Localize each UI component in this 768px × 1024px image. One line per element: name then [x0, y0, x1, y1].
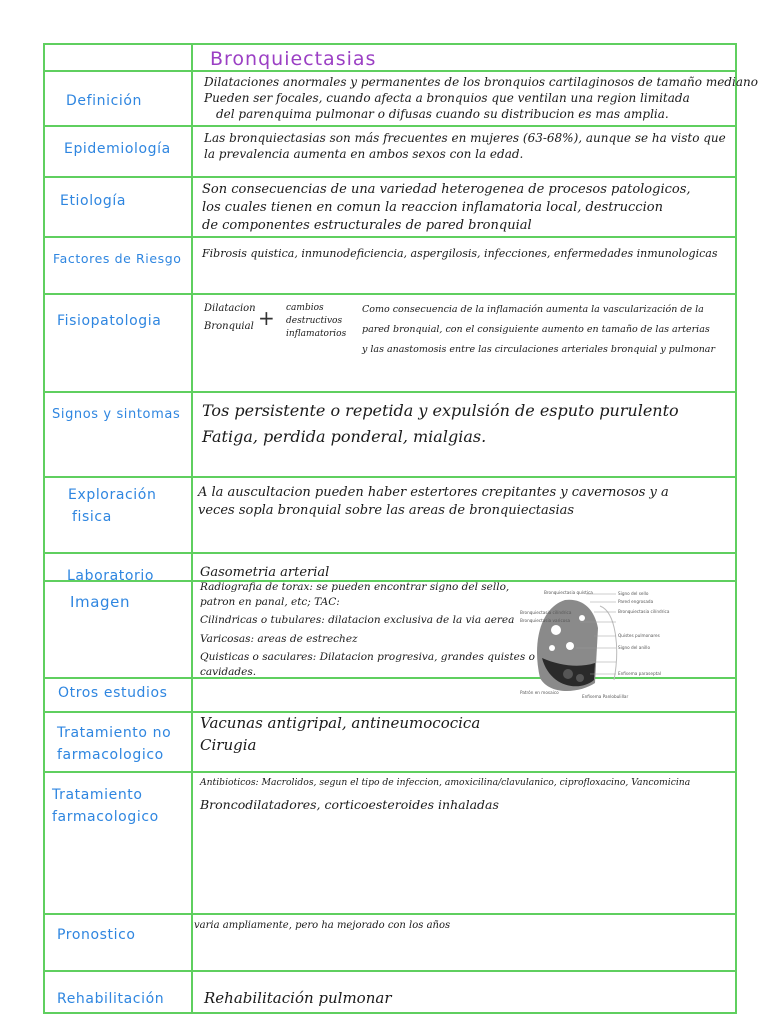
label-factores-riesgo: Factores de Riesgo	[53, 251, 182, 266]
figure-label: Enfisema Panlobulillar	[582, 694, 629, 699]
label-pronostico: Pronostico	[57, 927, 136, 943]
figure-label: Patrón en mosaico	[520, 690, 559, 695]
column-divider	[191, 43, 193, 1014]
label-epidemiologia: Epidemiología	[64, 141, 171, 157]
epidemiologia-text: Las bronquiectasias son más frecuentes en mujeres (63-68%), aunque se ha visto que la prevalencia aumenta en ambos sexos con la edad.	[204, 131, 726, 161]
label-otros-estudios: Otros estudios	[58, 685, 168, 701]
row-divider	[43, 970, 737, 972]
row-divider	[43, 70, 737, 72]
plus-sign: +	[258, 306, 275, 330]
label-exploracion-fisica: Exploración fisica	[68, 487, 157, 525]
row-divider	[43, 913, 737, 915]
bronchiectasis-diagram	[520, 588, 710, 703]
definicion-text: Dilataciones anormales y permanentes de los bronquios cartilaginosos de tamaño mediano Pueden ser focales, cuando afecta a bronquios que ventilan una region limitada del parenquima pulmonar o difusas cuando su distribucion es mas amplia.	[204, 75, 758, 121]
row-divider	[43, 125, 737, 127]
laboratorio-text: Gasometria arterial	[200, 565, 330, 580]
figure-label: Bronquiectasia varicosa	[520, 618, 571, 623]
label-definicion: Definición	[66, 93, 142, 109]
figure-label: Enfisema paraseptal	[618, 671, 661, 676]
fisio-dilatacion: Dilatacion Bronquial	[204, 303, 256, 332]
figure-label: Bronquiectasia cilíndrica	[520, 610, 572, 615]
row-divider	[43, 236, 737, 238]
row-divider	[43, 771, 737, 773]
label-signos-sintomas: Signos y sintomas	[52, 407, 181, 422]
tratamiento-farmacologico-text: Antibioticos: Macrolidos, segun el tipo de infeccion, amoxicilina/clavulanico, ciprofloxacino, Vancomicina Broncodilatadores, corticoesteroides inhaladas	[200, 777, 691, 812]
imagen-text: Radiografia de torax: se pueden encontrar signo del sello, patron en panal, etc; TAC: Cilindricas o tubulares: dilatacion exclusiva de la via aerea Varicosas: areas de estrechez Quisticas o saculares: Dilatacion progresiva, grandes quistes o cavidades.	[200, 581, 535, 678]
figure-label: Bronquiectasia cilíndrica	[618, 609, 670, 614]
row-divider	[43, 476, 737, 478]
signos-sintomas-text: Tos persistente o repetida y expulsión de esputo purulento Fatiga, perdida ponderal, mialgias.	[202, 401, 679, 446]
figure-label: Signo del sello	[618, 591, 649, 596]
row-divider	[43, 391, 737, 393]
row-divider	[43, 552, 737, 554]
figure-label: Bronquiectasia quística	[544, 590, 593, 595]
rehabilitacion-text: Rehabilitación pulmonar	[204, 989, 392, 1007]
etiologia-text: Son consecuencias de una variedad heterogenea de procesos patologicos, los cuales tienen en comun la reaccion inflamatoria local, destruccion de componentes estructurales de pared bronquial	[202, 182, 691, 233]
label-fisiopatologia: Fisiopatologia	[57, 313, 162, 329]
label-tratamiento-no-farmacologico: Tratamiento no farmacologico	[57, 725, 172, 763]
figure-label: Signo del anillo	[618, 645, 651, 650]
label-imagen: Imagen	[70, 593, 131, 611]
label-tratamiento-farmacologico: Tratamiento farmacologico	[52, 787, 159, 825]
figure-label: Pared engrosada	[618, 599, 654, 604]
page-title: Bronquiectasias	[210, 48, 377, 70]
label-etiologia: Etiología	[60, 193, 127, 209]
exploracion-text: A la auscultacion pueden haber estertores crepitantes y cavernosos y a veces sopla bronquial sobre las areas de bronquiectasias	[198, 485, 669, 518]
pronostico-text: varia ampliamente, pero ha mejorado con los años	[194, 920, 451, 931]
fisio-consecuencia: Como consecuencia de la inflamación aumenta la vascularización de la pared bronquial, con el consiguiente aumento en tamaño de las arterias y las anastomosis entre las circulaciones arteriales bronquial y pulmonar	[362, 304, 716, 355]
label-laboratorio: Laboratorio	[67, 568, 155, 584]
row-divider	[43, 293, 737, 295]
tratamiento-no-farmacologico-text: Vacunas antigripal, antineumococica Cirugia	[200, 714, 481, 754]
row-divider	[43, 176, 737, 178]
label-rehabilitacion: Rehabilitación	[57, 991, 165, 1007]
factores-riesgo-text: Fibrosis quistica, inmunodeficiencia, aspergilosis, infecciones, enfermedades inmunologicas	[202, 247, 718, 260]
figure-label: Quistes pulmonares	[618, 633, 660, 638]
fisio-cambios: cambios destructivos inflamatorios	[286, 303, 347, 339]
